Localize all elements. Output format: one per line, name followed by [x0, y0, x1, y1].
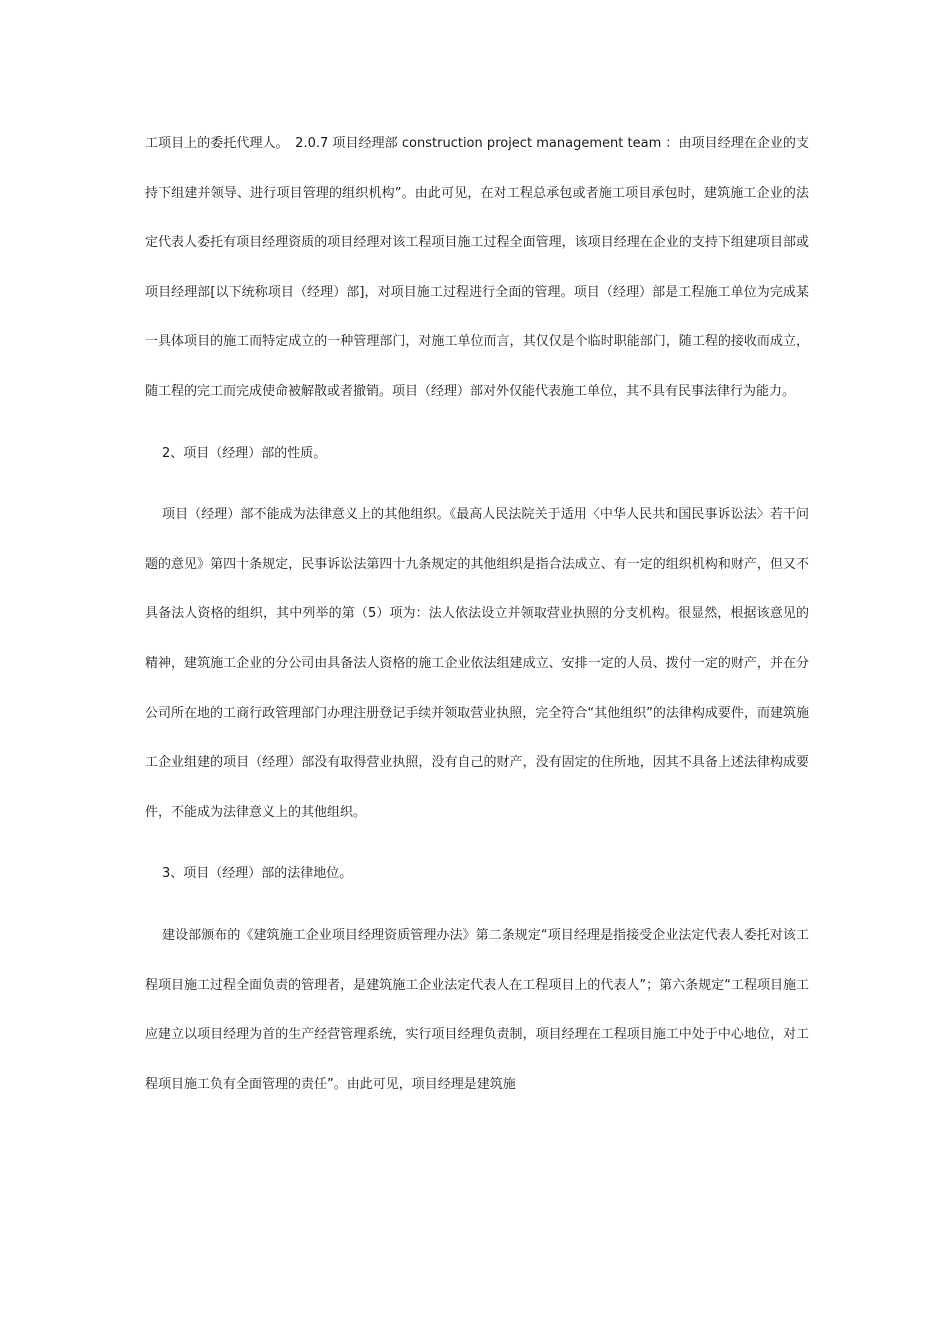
- document-body: [145, 119, 809, 1109]
- paragraph-legal-status: 建设部颁布的《建筑施工企业项目经理资质管理办法》第二条规定“项目经理是指接受企业法定代表人委托对该工程项目施工过程全面负责的管理者，是建筑施工企业法定代表人在工程项目上的代表人”；第六条规定“工程项目施工应建立以项目经理为首的生产经营管理系统，实行项目经理负责制，项目经理在工程项目施工中处于中心地位，对工程项目施工负有全面管理的责任”。由此可见，项目经理是建筑施: [145, 927, 809, 1092]
- heading-legal-status: 3、项目（经理）部的法律地位。: [162, 866, 353, 882]
- paragraph-project-department-definition: 工项目上的委托代理人。 2.0.7 项目经理部 construction project management team ：由项目经理在企业的支持下组建并领导、进行项目管理的组织机构”。由此可见，在对工程总承包或者施工项目承包时，建筑施工企业的法定代表人委托有项目经理资质的项目经理对该工程项目施工过程全面管理，该项目经理在企业的支持下组建项目部或项目经理部[以下统称项目（经理）部]，对项目施工过程进行全面的管理。项目（经理）部是工程施工单位为完成某一具体项目的施工而特定成立的一种管理部门，对施工单位而言，其仅仅是个临时职能部门，随工程的接收而成立，随工程的完工而完成使命被解散或者撤销。项目（经理）部对外仅能代表施工单位，其不具有民事法律行为能力。: [145, 136, 809, 399]
- heading-nature: 2、项目（经理）部的性质。: [162, 445, 327, 461]
- paragraph-nature: 项目（经理）部不能成为法律意义上的其他组织。《最高人民法院关于适用〈中华人民共和国民事诉讼法〉若干问题的意见》第四十条规定，民事诉讼法第四十九条规定的其他组织是指合法成立、有一定的组织机构和财产，但又不具备法人资格的组织，其中列举的第（5）项为：法人依法设立并领取营业执照的分支机构。很显然，根据该意见的精神，建筑施工企业的分公司由具备法人资格的施工企业依法组建成立、安排一定的人员、拨付一定的财产，并在分公司所在地的工商行政管理部门办理注册登记手续并领取营业执照，完全符合“其他组织”的法律构成要件，而建筑施工企业组建的项目（经理）部没有取得营业执照，没有自己的财产，没有固定的住所地，因其不具备上述法律构成要件，不能成为法律意义上的其他组织。: [145, 507, 809, 820]
